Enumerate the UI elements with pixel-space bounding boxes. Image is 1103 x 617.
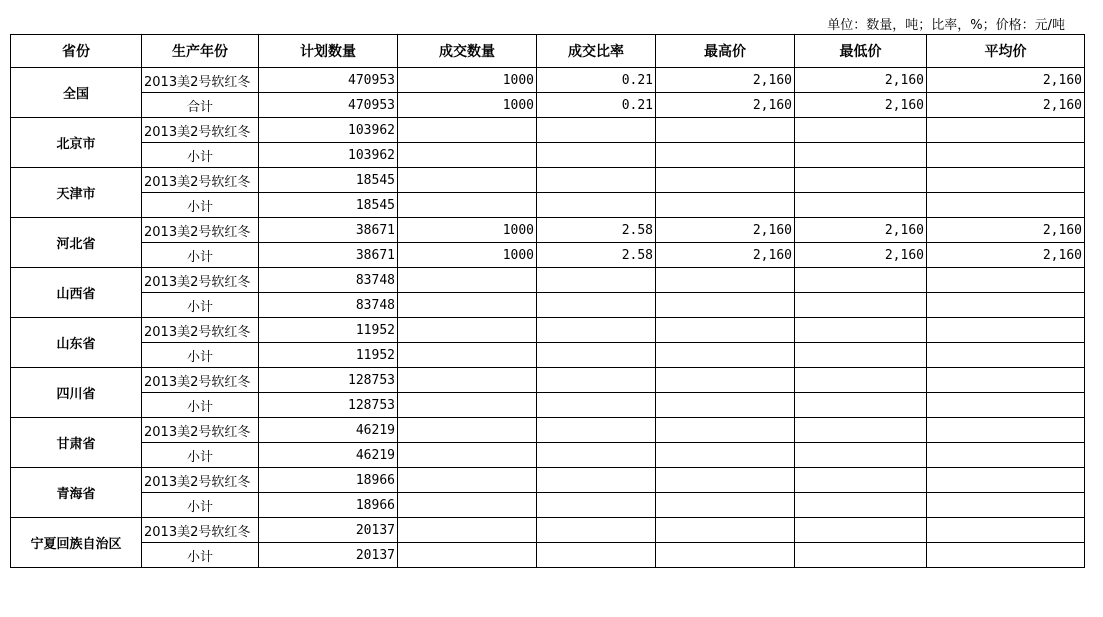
high-price-cell xyxy=(656,368,795,393)
variety-cell: 2013美2号软红冬 xyxy=(142,318,259,343)
planned-quantity-cell: 18966 xyxy=(259,468,398,493)
table-header-row xyxy=(11,35,1085,68)
table-row xyxy=(11,468,1085,493)
high-price-cell xyxy=(656,493,795,518)
deal-rate-cell xyxy=(537,118,656,143)
column-header-dealt: 成交数量 xyxy=(398,35,537,68)
subtotal-label-cell: 小计 xyxy=(142,393,259,418)
subtotal-label-cell: 合计 xyxy=(142,93,259,118)
dealt-quantity-cell xyxy=(398,418,537,443)
high-price-cell xyxy=(656,293,795,318)
high-price-cell: 2,160 xyxy=(656,243,795,268)
deal-rate-cell xyxy=(537,293,656,318)
table-row xyxy=(11,143,1085,168)
high-price-cell xyxy=(656,418,795,443)
auction-results-table xyxy=(10,34,1085,568)
dealt-quantity-cell xyxy=(398,368,537,393)
table-row xyxy=(11,343,1085,368)
avg-price-cell xyxy=(927,168,1085,193)
low-price-cell xyxy=(795,268,927,293)
high-price-cell xyxy=(656,268,795,293)
deal-rate-cell xyxy=(537,368,656,393)
avg-price-cell xyxy=(927,493,1085,518)
avg-price-cell xyxy=(927,393,1085,418)
high-price-cell: 2,160 xyxy=(656,218,795,243)
province-cell: 青海省 xyxy=(11,468,142,518)
low-price-cell xyxy=(795,493,927,518)
avg-price-cell: 2,160 xyxy=(927,218,1085,243)
province-cell: 山西省 xyxy=(11,268,142,318)
deal-rate-cell: 0.21 xyxy=(537,93,656,118)
dealt-quantity-cell xyxy=(398,168,537,193)
low-price-cell xyxy=(795,293,927,318)
variety-cell: 2013美2号软红冬 xyxy=(142,68,259,93)
subtotal-label-cell: 小计 xyxy=(142,193,259,218)
dealt-quantity-cell xyxy=(398,293,537,318)
avg-price-cell xyxy=(927,343,1085,368)
dealt-quantity-cell xyxy=(398,318,537,343)
planned-quantity-cell: 11952 xyxy=(259,343,398,368)
high-price-cell xyxy=(656,543,795,568)
high-price-cell xyxy=(656,318,795,343)
variety-cell: 2013美2号软红冬 xyxy=(142,518,259,543)
province-cell: 全国 xyxy=(11,68,142,118)
dealt-quantity-cell: 1000 xyxy=(398,243,537,268)
avg-price-cell xyxy=(927,443,1085,468)
deal-rate-cell xyxy=(537,193,656,218)
low-price-cell xyxy=(795,168,927,193)
province-cell: 山东省 xyxy=(11,318,142,368)
low-price-cell xyxy=(795,518,927,543)
dealt-quantity-cell xyxy=(398,193,537,218)
table-row xyxy=(11,193,1085,218)
low-price-cell xyxy=(795,343,927,368)
table-row xyxy=(11,68,1085,93)
deal-rate-cell xyxy=(537,268,656,293)
high-price-cell xyxy=(656,468,795,493)
low-price-cell: 2,160 xyxy=(795,243,927,268)
table-row xyxy=(11,268,1085,293)
avg-price-cell xyxy=(927,468,1085,493)
avg-price-cell xyxy=(927,518,1085,543)
subtotal-label-cell: 小计 xyxy=(142,543,259,568)
avg-price-cell xyxy=(927,368,1085,393)
low-price-cell xyxy=(795,543,927,568)
dealt-quantity-cell: 1000 xyxy=(398,93,537,118)
deal-rate-cell xyxy=(537,468,656,493)
planned-quantity-cell: 46219 xyxy=(259,443,398,468)
province-cell: 天津市 xyxy=(11,168,142,218)
column-header-high-price: 最高价 xyxy=(656,35,795,68)
low-price-cell xyxy=(795,368,927,393)
dealt-quantity-cell: 1000 xyxy=(398,218,537,243)
table-row xyxy=(11,318,1085,343)
dealt-quantity-cell xyxy=(398,143,537,168)
variety-cell: 2013美2号软红冬 xyxy=(142,418,259,443)
dealt-quantity-cell xyxy=(398,468,537,493)
high-price-cell xyxy=(656,193,795,218)
high-price-cell xyxy=(656,143,795,168)
subtotal-label-cell: 小计 xyxy=(142,143,259,168)
planned-quantity-cell: 46219 xyxy=(259,418,398,443)
table-row xyxy=(11,118,1085,143)
province-cell: 北京市 xyxy=(11,118,142,168)
unit-note: 单位：数量，吨；比率，%；价格：元/吨 xyxy=(827,18,1065,33)
avg-price-cell: 2,160 xyxy=(927,93,1085,118)
table-row xyxy=(11,168,1085,193)
planned-quantity-cell: 103962 xyxy=(259,118,398,143)
column-header-avg-price: 平均价 xyxy=(927,35,1085,68)
low-price-cell: 2,160 xyxy=(795,68,927,93)
dealt-quantity-cell xyxy=(398,118,537,143)
low-price-cell: 2,160 xyxy=(795,93,927,118)
planned-quantity-cell: 20137 xyxy=(259,518,398,543)
high-price-cell: 2,160 xyxy=(656,93,795,118)
low-price-cell xyxy=(795,143,927,168)
column-header-planned: 计划数量 xyxy=(259,35,398,68)
avg-price-cell xyxy=(927,543,1085,568)
column-header-rate: 成交比率 xyxy=(537,35,656,68)
high-price-cell xyxy=(656,443,795,468)
deal-rate-cell xyxy=(537,493,656,518)
high-price-cell xyxy=(656,343,795,368)
low-price-cell xyxy=(795,418,927,443)
planned-quantity-cell: 128753 xyxy=(259,393,398,418)
variety-cell: 2013美2号软红冬 xyxy=(142,368,259,393)
low-price-cell xyxy=(795,393,927,418)
variety-cell: 2013美2号软红冬 xyxy=(142,218,259,243)
low-price-cell xyxy=(795,118,927,143)
avg-price-cell xyxy=(927,418,1085,443)
deal-rate-cell xyxy=(537,443,656,468)
subtotal-label-cell: 小计 xyxy=(142,343,259,368)
deal-rate-cell xyxy=(537,168,656,193)
planned-quantity-cell: 38671 xyxy=(259,243,398,268)
avg-price-cell: 2,160 xyxy=(927,243,1085,268)
table-row xyxy=(11,293,1085,318)
province-cell: 河北省 xyxy=(11,218,142,268)
variety-cell: 2013美2号软红冬 xyxy=(142,268,259,293)
planned-quantity-cell: 83748 xyxy=(259,268,398,293)
variety-cell: 2013美2号软红冬 xyxy=(142,468,259,493)
high-price-cell xyxy=(656,393,795,418)
deal-rate-cell xyxy=(537,518,656,543)
table-row xyxy=(11,243,1085,268)
high-price-cell xyxy=(656,168,795,193)
table-row xyxy=(11,518,1085,543)
avg-price-cell xyxy=(927,118,1085,143)
avg-price-cell xyxy=(927,293,1085,318)
province-cell: 四川省 xyxy=(11,368,142,418)
low-price-cell: 2,160 xyxy=(795,218,927,243)
planned-quantity-cell: 11952 xyxy=(259,318,398,343)
column-header-variety: 生产年份 xyxy=(142,35,259,68)
subtotal-label-cell: 小计 xyxy=(142,443,259,468)
low-price-cell xyxy=(795,468,927,493)
planned-quantity-cell: 20137 xyxy=(259,543,398,568)
low-price-cell xyxy=(795,318,927,343)
deal-rate-cell: 2.58 xyxy=(537,243,656,268)
table-row xyxy=(11,368,1085,393)
deal-rate-cell xyxy=(537,343,656,368)
planned-quantity-cell: 38671 xyxy=(259,218,398,243)
dealt-quantity-cell xyxy=(398,518,537,543)
column-header-low-price: 最低价 xyxy=(795,35,927,68)
high-price-cell xyxy=(656,518,795,543)
table-row xyxy=(11,493,1085,518)
table-row xyxy=(11,418,1085,443)
deal-rate-cell xyxy=(537,318,656,343)
avg-price-cell xyxy=(927,318,1085,343)
dealt-quantity-cell xyxy=(398,493,537,518)
deal-rate-cell xyxy=(537,543,656,568)
dealt-quantity-cell: 1000 xyxy=(398,68,537,93)
high-price-cell xyxy=(656,118,795,143)
table-row xyxy=(11,218,1085,243)
deal-rate-cell: 0.21 xyxy=(537,68,656,93)
table-body xyxy=(11,68,1085,568)
planned-quantity-cell: 128753 xyxy=(259,368,398,393)
planned-quantity-cell: 18966 xyxy=(259,493,398,518)
planned-quantity-cell: 470953 xyxy=(259,68,398,93)
table-row xyxy=(11,393,1085,418)
variety-cell: 2013美2号软红冬 xyxy=(142,118,259,143)
low-price-cell xyxy=(795,443,927,468)
deal-rate-cell xyxy=(537,393,656,418)
planned-quantity-cell: 83748 xyxy=(259,293,398,318)
planned-quantity-cell: 18545 xyxy=(259,193,398,218)
dealt-quantity-cell xyxy=(398,543,537,568)
table-row xyxy=(11,543,1085,568)
avg-price-cell xyxy=(927,193,1085,218)
dealt-quantity-cell xyxy=(398,393,537,418)
subtotal-label-cell: 小计 xyxy=(142,243,259,268)
subtotal-label-cell: 小计 xyxy=(142,493,259,518)
deal-rate-cell xyxy=(537,418,656,443)
table-row xyxy=(11,93,1085,118)
avg-price-cell xyxy=(927,268,1085,293)
avg-price-cell: 2,160 xyxy=(927,68,1085,93)
province-cell: 宁夏回族自治区 xyxy=(11,518,142,568)
column-header-province: 省份 xyxy=(11,35,142,68)
dealt-quantity-cell xyxy=(398,343,537,368)
planned-quantity-cell: 103962 xyxy=(259,143,398,168)
subtotal-label-cell: 小计 xyxy=(142,293,259,318)
dealt-quantity-cell xyxy=(398,268,537,293)
deal-rate-cell: 2.58 xyxy=(537,218,656,243)
variety-cell: 2013美2号软红冬 xyxy=(142,168,259,193)
high-price-cell: 2,160 xyxy=(656,68,795,93)
low-price-cell xyxy=(795,193,927,218)
avg-price-cell xyxy=(927,143,1085,168)
planned-quantity-cell: 470953 xyxy=(259,93,398,118)
deal-rate-cell xyxy=(537,143,656,168)
planned-quantity-cell: 18545 xyxy=(259,168,398,193)
dealt-quantity-cell xyxy=(398,443,537,468)
table-row xyxy=(11,443,1085,468)
province-cell: 甘肃省 xyxy=(11,418,142,468)
